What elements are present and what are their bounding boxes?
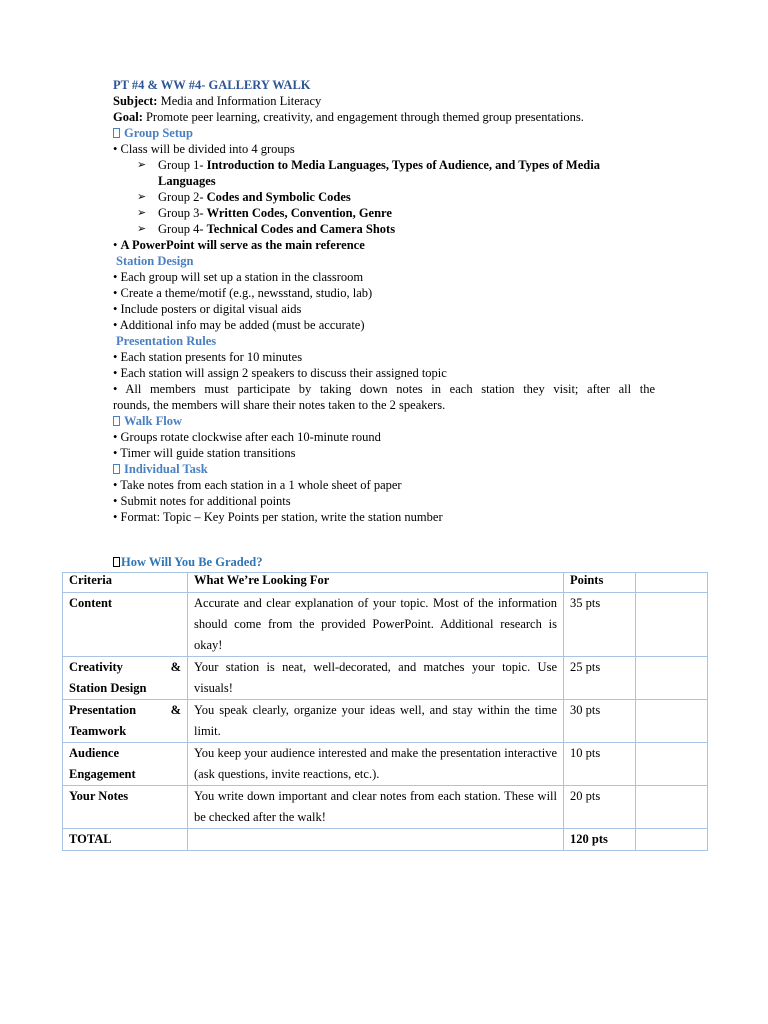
arrow-bullet-icon: ➢ — [137, 190, 147, 203]
criteria-text: Audience — [69, 746, 119, 760]
missing-glyph-icon — [113, 464, 120, 474]
criteria-cell — [63, 657, 188, 700]
subject-label: Subject: — [113, 94, 158, 108]
goal-label: Goal: — [113, 110, 143, 124]
list-item: • Include posters or digital visual aids — [113, 302, 302, 316]
subject-value: Media and Information Literacy — [157, 94, 322, 108]
criteria-ampersand: & — [170, 703, 181, 717]
subject-line — [113, 93, 655, 109]
goal-value: Promote peer learning, creativity, and engagement through themed group presentations. — [142, 110, 584, 124]
description-cell: You speak clearly, organize your ideas well, and stay within the time limit. — [188, 700, 564, 743]
header-empty — [636, 573, 708, 593]
group-topic: Written Codes, Convention, Genre — [206, 206, 392, 220]
arrow-bullet-icon: ➢ — [137, 206, 147, 219]
table-row — [63, 786, 708, 829]
missing-glyph-icon — [113, 128, 120, 138]
table-row — [63, 657, 708, 700]
list-item: • Each group will set up a station in the classroom — [113, 270, 364, 284]
group-topic: Introduction to Media Languages, Types of Audience, and Types of Media — [206, 158, 600, 172]
group-topic: Technical Codes and Camera Shots — [206, 222, 396, 236]
document-title: PT #4 & WW #4- GALLERY WALK — [113, 78, 311, 92]
points-cell: 35 pts — [564, 593, 636, 657]
empty-cell — [636, 743, 708, 786]
criteria-text: Creativity — [69, 660, 123, 674]
list-item: • Each station will assign 2 speakers to discuss their assigned topic — [113, 366, 447, 380]
walk-flow-heading — [113, 413, 655, 429]
group-setup-heading-text: Group Setup — [124, 126, 193, 140]
document-body — [113, 77, 655, 525]
list-item: • Take notes from each station in a 1 whole sheet of paper — [113, 478, 402, 492]
description-cell: Accurate and clear explanation of your topic. Most of the information should come from the provided PowerPoint. Additional research is okay! — [188, 593, 564, 657]
points-cell: 30 pts — [564, 700, 636, 743]
criteria-line — [69, 657, 181, 678]
empty-cell — [636, 829, 708, 851]
list-item: • Format: Topic – Key Points per station, write the station number — [113, 510, 443, 524]
missing-glyph-icon — [113, 557, 120, 567]
list-item: • Additional info may be added (must be accurate) — [113, 318, 365, 332]
criteria-ampersand: & — [170, 660, 181, 674]
points-cell: 25 pts — [564, 657, 636, 700]
arrow-bullet-icon: ➢ — [137, 158, 147, 171]
header-criteria: Criteria — [63, 573, 188, 593]
group-item-4 — [113, 221, 655, 237]
presentation-rules-heading: Presentation Rules — [116, 334, 217, 348]
list-item: • Each station presents for 10 minutes — [113, 350, 303, 364]
arrow-bullet-icon: ➢ — [137, 222, 147, 235]
grading-heading — [113, 555, 262, 570]
header-description: What We’re Looking For — [188, 573, 564, 593]
table-row — [63, 743, 708, 786]
note-bullet: • — [113, 238, 121, 252]
criteria-text-continued: Station Design — [69, 681, 147, 695]
list-item: • Timer will guide station transitions — [113, 446, 296, 460]
criteria-text: Your Notes — [69, 789, 129, 803]
description-cell: You keep your audience interested and make the presentation interactive (ask questions, invite reactions, etc.). — [188, 743, 564, 786]
points-cell: 20 pts — [564, 786, 636, 829]
individual-task-heading-text: Individual Task — [124, 462, 208, 476]
description-cell: You write down important and clear notes from each station. These will be checked after the walk! — [188, 786, 564, 829]
group-item-1 — [113, 157, 655, 189]
criteria-text: Content — [69, 596, 113, 610]
list-item: • Create a theme/motif (e.g., newsstand, studio, lab) — [113, 286, 373, 300]
group-prefix: Group 4- — [158, 222, 207, 236]
total-label: TOTAL — [63, 829, 188, 851]
group-item-2 — [113, 189, 655, 205]
group-prefix: Group 1- — [158, 158, 207, 172]
group-setup-heading — [113, 125, 655, 141]
group-topic-continued: Languages — [158, 174, 216, 188]
table-row — [63, 593, 708, 657]
group-prefix: Group 3- — [158, 206, 207, 220]
criteria-text: Presentation — [69, 703, 137, 717]
group-topic: Codes and Symbolic Codes — [206, 190, 351, 204]
individual-task-heading — [113, 461, 655, 477]
criteria-cell — [63, 743, 188, 786]
points-cell: 10 pts — [564, 743, 636, 786]
criteria-text-continued: Engagement — [69, 767, 136, 781]
list-item-long: • All members must participate by taking down notes in each station they visit; after all the — [113, 382, 655, 396]
empty-cell — [636, 700, 708, 743]
description-cell: Your station is neat, well-decorated, and matches your topic. Use visuals! — [188, 657, 564, 700]
empty-cell — [636, 786, 708, 829]
empty-cell — [636, 593, 708, 657]
criteria-line — [69, 700, 181, 721]
group-list — [113, 157, 655, 237]
criteria-cell — [63, 786, 188, 829]
grading-heading-text: How Will You Be Graded? — [121, 555, 263, 569]
missing-glyph-icon — [113, 416, 120, 426]
group-setup-intro: • Class will be divided into 4 groups — [113, 142, 295, 156]
header-points: Points — [564, 573, 636, 593]
grading-rubric-table — [62, 572, 708, 851]
total-points: 120 pts — [564, 829, 636, 851]
criteria-cell — [63, 700, 188, 743]
total-empty-cell — [188, 829, 564, 851]
list-item: • Groups rotate clockwise after each 10-minute round — [113, 430, 381, 444]
group-prefix: Group 2- — [158, 190, 207, 204]
station-design-heading: Station Design — [116, 254, 194, 268]
powerpoint-note — [113, 237, 655, 253]
note-text: A PowerPoint will serve as the main reference — [120, 238, 365, 252]
group-item-3 — [113, 205, 655, 221]
criteria-text-continued: Teamwork — [69, 724, 127, 738]
table-row — [63, 700, 708, 743]
list-item-long-continued: rounds, the members will share their notes taken to the 2 speakers. — [113, 398, 446, 412]
empty-cell — [636, 657, 708, 700]
criteria-cell — [63, 593, 188, 657]
table-total-row — [63, 829, 708, 851]
goal-line — [113, 109, 655, 125]
list-item: • Submit notes for additional points — [113, 494, 291, 508]
table-header-row — [63, 573, 708, 593]
walk-flow-heading-text: Walk Flow — [124, 414, 182, 428]
